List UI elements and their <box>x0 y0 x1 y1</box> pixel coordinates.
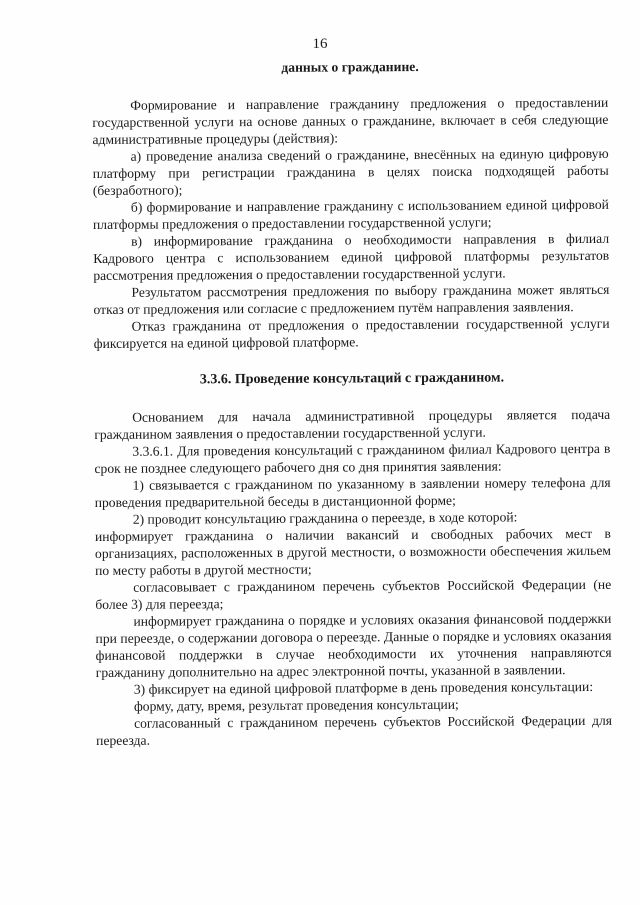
paragraph-formation: Формирование и направление гражданину предложения о предоставлении государственной услуги на основе данных о гражданине, включает в себя следующие административные процедуры (действия): <box>92 94 609 147</box>
paragraph-basis: Основанием для начала административной процедуры является подача гражданином заявления о предоставлении государственной услуги. <box>94 406 611 442</box>
step-1: 1) связывается с гражданином по указанному в заявлении номеру телефона для проведения предварительной беседы в дистанционной форме; <box>94 474 611 510</box>
step-2-inform: информирует гражданина о наличии вакансий и свободных рабочих мест в организациях, расположенных в другой местности, о возможности обеспечения жильем по месту работы в другой местности; <box>94 525 612 578</box>
step-3: 3) фиксирует на единой цифровой платформе в день проведения консультации: <box>133 678 594 697</box>
step-3-form: форму, дату, время, результат проведения консультации; <box>133 696 459 714</box>
section-heading: 3.3.6. Проведение консультаций с гражданином. <box>199 370 505 388</box>
document-body <box>92 57 612 749</box>
paragraph-3-3-6-1: 3.3.6.1. Для проведения консультаций с гражданином филиал Кадрового центра в срок не позднее следующего рабочего дня со дня принятия заявления: <box>94 440 611 476</box>
step-2-agree: согласовывает с гражданином перечень субъектов Российской Федерации (не более 3) для переезда; <box>95 576 612 612</box>
intro-heading: данных о гражданине. <box>281 59 419 75</box>
page-number: 16 <box>312 36 328 52</box>
list-item-a: а) проведение анализа сведений о гражданине, внесённых на единую цифровую платформу при регистрации гражданина в целях поиска подходящей работы (безработного); <box>92 145 609 198</box>
step-2-finance: информирует гражданина о порядке и условиях оказания финансовой поддержки при переезде, о содержании договора о переезде. Данные о порядке и условиях оказания финансовой поддержки в случае необходимости их уточнения направляются гражданину дополнительно на адрес электронной почты, указанной в заявлении. <box>95 610 612 680</box>
paragraph-refusal: Отказ гражданина от предложения о предоставлении государственной услуги фиксируется на единой цифровой платформе. <box>93 315 610 351</box>
list-item-v: в) информирование гражданина о необходимости направления в филиал Кадрового центра с использованием единой цифровой платформы результатов рассмотрения предложения о предоставлении государственной услуги. <box>93 230 610 283</box>
paragraph-result: Результатом рассмотрения предложения по выбору гражданина может являться отказ от предложения или согласие с предложением путём направления заявления. <box>93 281 610 317</box>
step-3-agreed: согласованный с гражданином перечень субъектов Российской Федерации для переезда. <box>96 712 613 748</box>
list-item-b: б) формирование и направление гражданину с использованием единой цифровой платформы предложения о предоставлении государственной услуги; <box>92 196 609 232</box>
step-2: 2) проводит консультацию гражданина о переезде, в ходе которой: <box>132 509 518 527</box>
